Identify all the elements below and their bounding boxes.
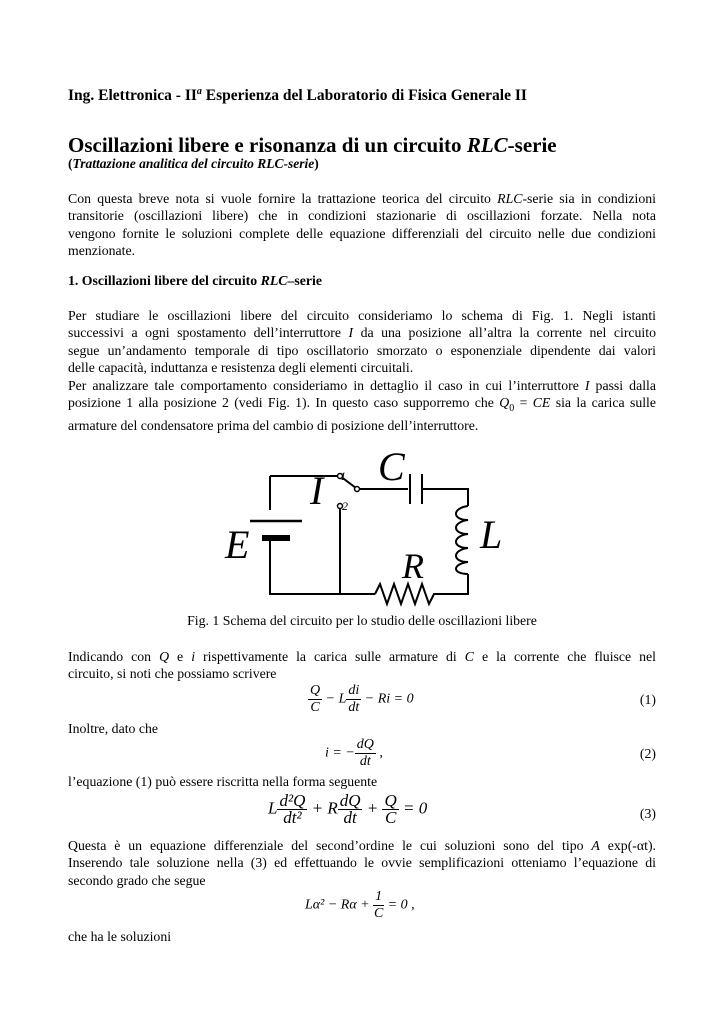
resistor-zigzag (375, 584, 438, 604)
label-position-2: 2 (342, 499, 348, 513)
switch-contact-1 (355, 487, 360, 492)
paragraph-notation: Indicando con Q e i rispettivamente la carica sulle armature di C e la corrente che fluisce nel circuito, si noti che possiamo scrivere (68, 649, 656, 682)
label-switch: I (310, 468, 324, 513)
text-solutions: che ha le soluzioni (68, 929, 172, 944)
wire-top-right (422, 489, 468, 506)
equation-3: L $\frac{\text{d²Q}}{\text{dt²}}$ + R $\frac{dQ}{dt}$ + $\frac{Q}{C}$ = 0 (268, 791, 428, 827)
label-battery: E (225, 522, 250, 567)
equation-2: i = − $\frac{dQ}{dt}$ , (325, 737, 383, 769)
inductor-coil (456, 506, 468, 574)
equation-1: $\frac{Q}{C}$ − L $\frac{di}{dt}$ − Ri = 0 (310, 683, 414, 715)
paragraph-free-oscillations: Per studiare le oscillazioni libere del circuito consideriamo lo schema di Fig. 1. Negli istanti successivi a ogni spostamento dell’interruttore I da una posizione all’altra la corrente nel circuito segue un’andamento temporale di tipo oscillatorio smorzato o esponenziale dipendente dai valori delle capacità, induttanza e resistenza degli elementi circuitali. Per analizzare tale comportamento consideriamo in dettaglio il caso in cui l’interruttore I passi dalla posizione 1 alla posizione 2 (vedi Fig. 1). In questo caso supporremo che $Q_0$ = CE sia la carica sulle armature del condensatore prima del cambio di posizione dell’interruttore. (68, 308, 657, 434)
intro-paragraph: Con questa breve nota si vuole fornire la trattazione teorica del circuito RLC-serie sia in condizioni transitorie (oscillazioni libere) che in condizioni stazionarie di oscillazioni forzate. Nella nota vengono fornite le soluzioni complete delle equazione differenziali del circuito nelle due condizioni menzionate. (68, 191, 656, 259)
equation-1-number: (1) (639, 692, 656, 707)
section-heading: 1. Oscillazioni libere del circuito RLC–serie (68, 273, 322, 288)
wire-right-bottom (438, 574, 468, 594)
document-header: Ing. Elettronica - $II^a$ Esperienza del Laboratorio di Fisica Generale II (68, 86, 527, 105)
label-position-1: 1 (340, 469, 346, 483)
paragraph-solution: Questa è un equazione differenziale del second’ordine le cui soluzioni sono del tipo A exp(-αt). Inserendo tale soluzione nella (3) ed effettuando le ovvie semplificazioni otteniamo l’equazione di secondo grado che segue (68, 838, 656, 888)
text-rewrite: l’equazione (1) può essere riscritta nella forma seguente (68, 774, 378, 789)
equation-2-number: (2) (639, 746, 656, 761)
label-inductor: L (480, 512, 503, 557)
figure-caption: Fig. 1 Schema del circuito per lo studio delle oscillazioni libere (187, 613, 537, 628)
label-resistor: R (402, 546, 424, 586)
page-title: Oscillazioni libere e risonanza di un circuito RLC-serie (68, 133, 557, 157)
equation-3-number: (3) (639, 806, 656, 821)
equation-4: Lα² − Rα + $\frac{1}{C}$ = 0 , (305, 889, 415, 921)
label-capacitor: C (378, 448, 405, 489)
wire-left-bottom (270, 540, 375, 594)
text-inoltre: Inoltre, dato che (68, 721, 159, 736)
page-subtitle: (Trattazione analitica del circuito RLC-serie) (68, 156, 319, 171)
circuit-diagram (220, 448, 520, 613)
